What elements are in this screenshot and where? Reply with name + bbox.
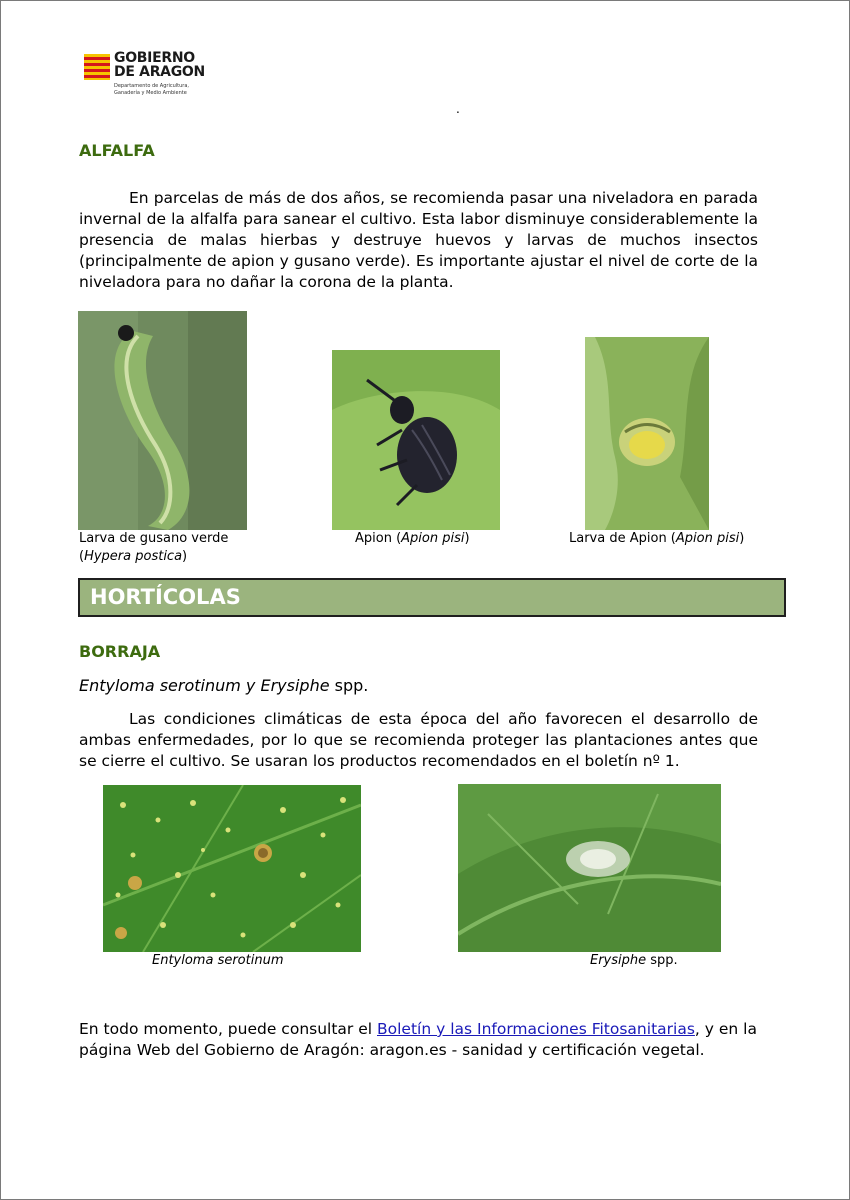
caption-text: Larva de gusano verde: [79, 531, 229, 546]
pathogen-names: Entyloma serotinum y Erysiphe: [79, 676, 330, 695]
caption-apion: [355, 530, 470, 548]
gobierno-aragon-logo: [80, 50, 220, 104]
pathogen-suffix: spp.: [329, 676, 369, 695]
photo-entyloma-serotinum: [103, 785, 361, 952]
logo-subtitle-line1: Departamento de Agricultura,: [114, 83, 189, 89]
boletin-link[interactable]: Boletín y las Informaciones Fitosanitarias: [377, 1020, 695, 1038]
logo-title-line1: GOBIERNO: [114, 50, 195, 66]
logo-subtitle-line2: Ganadería y Medio Ambiente: [114, 90, 187, 96]
caption-erysiphe: [590, 952, 678, 970]
borraja-heading: BORRAJA: [79, 642, 161, 661]
caption-species: Apion pisi: [401, 531, 465, 546]
caption-larva-gusano-verde: [79, 530, 228, 566]
caption-species: Erysiphe: [590, 953, 647, 968]
photo-larva-gusano-verde: [78, 311, 247, 530]
header-dot: .: [456, 102, 460, 116]
photo-erysiphe: [458, 784, 721, 952]
caption-species: Apion pisi: [675, 531, 740, 546]
section-band-horticolas: [78, 578, 786, 617]
photo-apion: [332, 350, 500, 530]
caption-paren: ): [739, 531, 745, 546]
caption-paren: ): [182, 549, 188, 564]
caption-species: Entyloma serotinum: [152, 953, 284, 968]
borraja-paragraph: Las condiciones climáticas de esta época del año favorecen el desarrollo de ambas enfermedades, por lo que se recomienda proteger las plantaciones antes que se cierre el cultivo. Se usaran los productos recomendados en el boletín nº 1.: [79, 710, 758, 770]
footer-text-after: , y en la página Web del Gobierno de Aragón: aragon.es - sanidad y certificación vegetal.: [79, 1020, 757, 1059]
alfalfa-paragraph: En parcelas de más de dos años, se recomienda pasar una niveladora en parada invernal de la alfalfa para sanear el cultivo. Esta labor disminuye considerablemente la presencia de malas hierbas y destruye huevos y larvas de muchos insectos (principalmente de apion y gusano verde). Es importante ajustar el nivel de corte de la niveladora para no dañar la corona de la planta.: [79, 189, 758, 291]
caption-entyloma: [152, 952, 284, 970]
caption-paren: (: [79, 549, 85, 564]
alfalfa-heading: ALFALFA: [79, 141, 155, 160]
caption-suffix: spp.: [646, 953, 678, 968]
photo-larva-apion: [585, 337, 709, 530]
footer-paragraph: [79, 1019, 769, 1061]
caption-text: Larva de Apion (: [569, 531, 676, 546]
logo-title-line2: DE ARAGON: [114, 64, 205, 80]
borraja-pathogens: [79, 676, 368, 696]
caption-text: Apion (: [355, 531, 402, 546]
caption-paren: ): [464, 531, 470, 546]
caption-species: Hypera postica: [84, 549, 183, 564]
aragon-flag-icon: [84, 54, 110, 80]
caption-larva-apion: [569, 530, 744, 548]
footer-text-before: En todo momento, puede consultar el: [79, 1020, 377, 1038]
section-band-title: HORTÍCOLAS: [90, 585, 241, 609]
